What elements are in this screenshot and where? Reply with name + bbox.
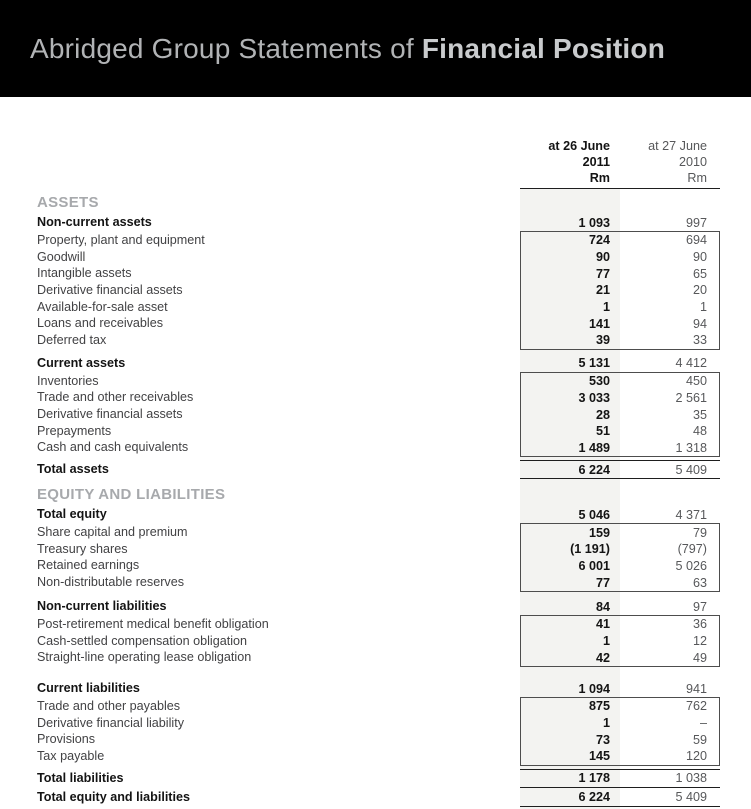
boxed-group <box>0 523 751 592</box>
column-header-2011-line3: Rm <box>589 171 610 185</box>
value-2010: 941 <box>685 681 707 696</box>
row-label: Share capital and premium <box>37 525 188 540</box>
value-2011: 1 <box>602 300 610 315</box>
row-label: Derivative financial assets <box>37 282 183 297</box>
value-2011: 530 <box>588 374 610 389</box>
row-label: Non-current assets <box>37 215 152 229</box>
value-2010: 97 <box>692 599 707 614</box>
value-2011: 42 <box>595 650 610 665</box>
table-row <box>0 680 751 697</box>
column-header-2011-line1: at 26 June <box>548 139 610 153</box>
row-label: Current liabilities <box>37 681 140 696</box>
value-2010: 79 <box>692 525 707 540</box>
table-row <box>0 506 751 523</box>
value-2010: 20 <box>692 283 707 298</box>
table-row <box>0 788 751 807</box>
table-row <box>0 558 751 575</box>
row-label: Retained earnings <box>37 558 140 573</box>
row-label: Post-retirement medical benefit obligation <box>37 616 269 631</box>
boxed-group <box>0 372 751 457</box>
value-2011: 1 489 <box>578 440 610 455</box>
value-2010: 36 <box>692 617 707 632</box>
table-row <box>0 748 751 765</box>
table-row <box>0 332 751 349</box>
value-2010: 997 <box>685 215 707 230</box>
value-2011: 1 094 <box>578 681 610 696</box>
page-title <box>30 33 665 65</box>
column-headers <box>0 138 751 189</box>
value-2011: 1 <box>602 634 610 649</box>
value-2011: 3 033 <box>578 390 610 405</box>
value-2011: (1 191) <box>570 542 610 557</box>
value-2010: 65 <box>692 266 707 281</box>
value-2010: 5 026 <box>675 558 707 573</box>
value-2010: 694 <box>685 233 707 248</box>
column-header-2011 <box>520 138 620 186</box>
row-label: Treasury shares <box>37 541 128 556</box>
table-row <box>0 633 751 650</box>
value-2011: 41 <box>595 617 610 632</box>
value-2011: 6 001 <box>578 558 610 573</box>
value-2011: 90 <box>595 250 610 265</box>
row-label: Trade and other receivables <box>37 390 194 405</box>
row-label: Derivative financial liability <box>37 715 184 730</box>
row-label: Deferred tax <box>37 332 107 347</box>
table-row <box>0 649 751 666</box>
value-2011: 28 <box>595 407 610 422</box>
table-row <box>0 715 751 732</box>
value-2010: (797) <box>677 542 707 557</box>
table-body <box>0 192 751 807</box>
row-label: Trade and other payables <box>37 698 181 713</box>
value-2010: 1 <box>699 300 707 315</box>
value-2011: 1 178 <box>578 771 610 786</box>
row-label: Total equity <box>37 507 107 522</box>
value-2010: 59 <box>692 732 707 747</box>
table-row <box>0 524 751 541</box>
value-2011: 84 <box>595 599 610 614</box>
value-2010: 33 <box>692 333 707 348</box>
value-2010: 762 <box>685 699 707 714</box>
row-label: Provisions <box>37 732 96 747</box>
row-label: Straight-line operating lease obligation <box>37 650 252 665</box>
table-row <box>0 460 751 479</box>
value-2010: 12 <box>692 634 707 649</box>
table-row <box>0 541 751 558</box>
table-row <box>0 315 751 332</box>
row-label: Prepayments <box>37 423 112 438</box>
section-header: EQUITY AND LIABILITIES <box>37 486 226 504</box>
page-title-bold: Financial Position <box>421 32 665 64</box>
table-row <box>0 574 751 591</box>
row-label: Loans and receivables <box>37 316 164 331</box>
table-row <box>0 355 751 372</box>
row-label: Total assets <box>37 462 109 477</box>
value-2011: 77 <box>595 575 610 590</box>
table-row <box>0 769 751 788</box>
value-2011: 5 131 <box>578 356 610 371</box>
header-band <box>0 0 751 97</box>
row-label: Cash-settled compensation obligation <box>37 633 248 648</box>
value-2010: – <box>699 716 707 731</box>
financial-table <box>0 138 751 807</box>
boxed-group <box>0 231 751 350</box>
table-row <box>0 214 751 231</box>
value-2010: 90 <box>692 250 707 265</box>
column-header-2011-line2: 2011 <box>582 155 610 169</box>
row-label: Derivative financial assets <box>37 407 183 422</box>
row-label: Intangible assets <box>37 266 132 281</box>
row-label: Inventories <box>37 373 99 388</box>
value-2011: 6 224 <box>578 462 610 477</box>
value-2010: 49 <box>692 650 707 665</box>
table-row <box>0 731 751 748</box>
value-2011: 141 <box>588 316 610 331</box>
column-header-2010 <box>620 138 720 186</box>
column-header-2010-line2: 2010 <box>678 155 707 169</box>
row-label: Non-distributable reserves <box>37 575 184 590</box>
value-2010: 4 412 <box>675 356 707 371</box>
table-row <box>0 282 751 299</box>
value-2011: 875 <box>588 699 610 714</box>
value-2010: 1 038 <box>675 771 707 786</box>
row-label: Available-for-sale asset <box>37 299 168 314</box>
value-2010: 94 <box>692 316 707 331</box>
value-2010: 63 <box>692 575 707 590</box>
value-2011: 21 <box>595 283 610 298</box>
row-label: Cash and cash equivalents <box>37 440 189 455</box>
value-2010: 120 <box>685 749 707 764</box>
value-2011: 159 <box>588 525 610 540</box>
section-header: ASSETS <box>37 194 99 211</box>
row-label: Total equity and liabilities <box>37 789 191 804</box>
table-row <box>0 249 751 266</box>
boxed-group <box>0 615 751 667</box>
column-header-spacer <box>0 138 520 186</box>
value-2011: 73 <box>595 732 610 747</box>
value-2011: 5 046 <box>578 507 610 522</box>
table-row <box>0 440 751 457</box>
table-row <box>0 598 751 615</box>
column-header-2010-line3: Rm <box>687 171 707 185</box>
value-2010: 5 409 <box>675 790 707 805</box>
value-2011: 39 <box>595 333 610 348</box>
value-2011: 6 224 <box>578 790 610 805</box>
table-row <box>0 423 751 440</box>
page-title-regular: Abridged Group Statements of <box>30 32 422 64</box>
column-header-2010-line1: at 27 June <box>648 139 707 153</box>
row-label: Total liabilities <box>37 770 124 785</box>
value-2010: 5 409 <box>675 462 707 477</box>
value-2011: 1 093 <box>578 215 610 230</box>
statement-content <box>0 97 751 809</box>
table-row <box>0 232 751 249</box>
row-label: Current assets <box>37 355 126 370</box>
value-2010: 35 <box>692 407 707 422</box>
row-label: Non-current liabilities <box>37 599 167 613</box>
value-2011: 51 <box>595 424 610 439</box>
value-2010: 2 561 <box>675 390 707 405</box>
row-label: Goodwill <box>37 249 86 264</box>
boxed-group <box>0 697 751 766</box>
table-row <box>0 698 751 715</box>
value-2011: 1 <box>602 716 610 731</box>
table-row <box>0 373 751 390</box>
value-2010: 48 <box>692 424 707 439</box>
value-2010: 450 <box>685 374 707 389</box>
table-row <box>0 390 751 407</box>
table-row <box>0 616 751 633</box>
value-2010: 1 318 <box>675 440 707 455</box>
row-label: Property, plant and equipment <box>37 232 205 247</box>
value-2011: 724 <box>588 233 610 248</box>
value-2011: 145 <box>588 749 610 764</box>
table-row <box>0 265 751 282</box>
table-row <box>0 299 751 316</box>
value-2011: 77 <box>595 266 610 281</box>
table-row <box>0 406 751 423</box>
value-2010: 4 371 <box>675 507 707 522</box>
row-label: Tax payable <box>37 748 105 763</box>
